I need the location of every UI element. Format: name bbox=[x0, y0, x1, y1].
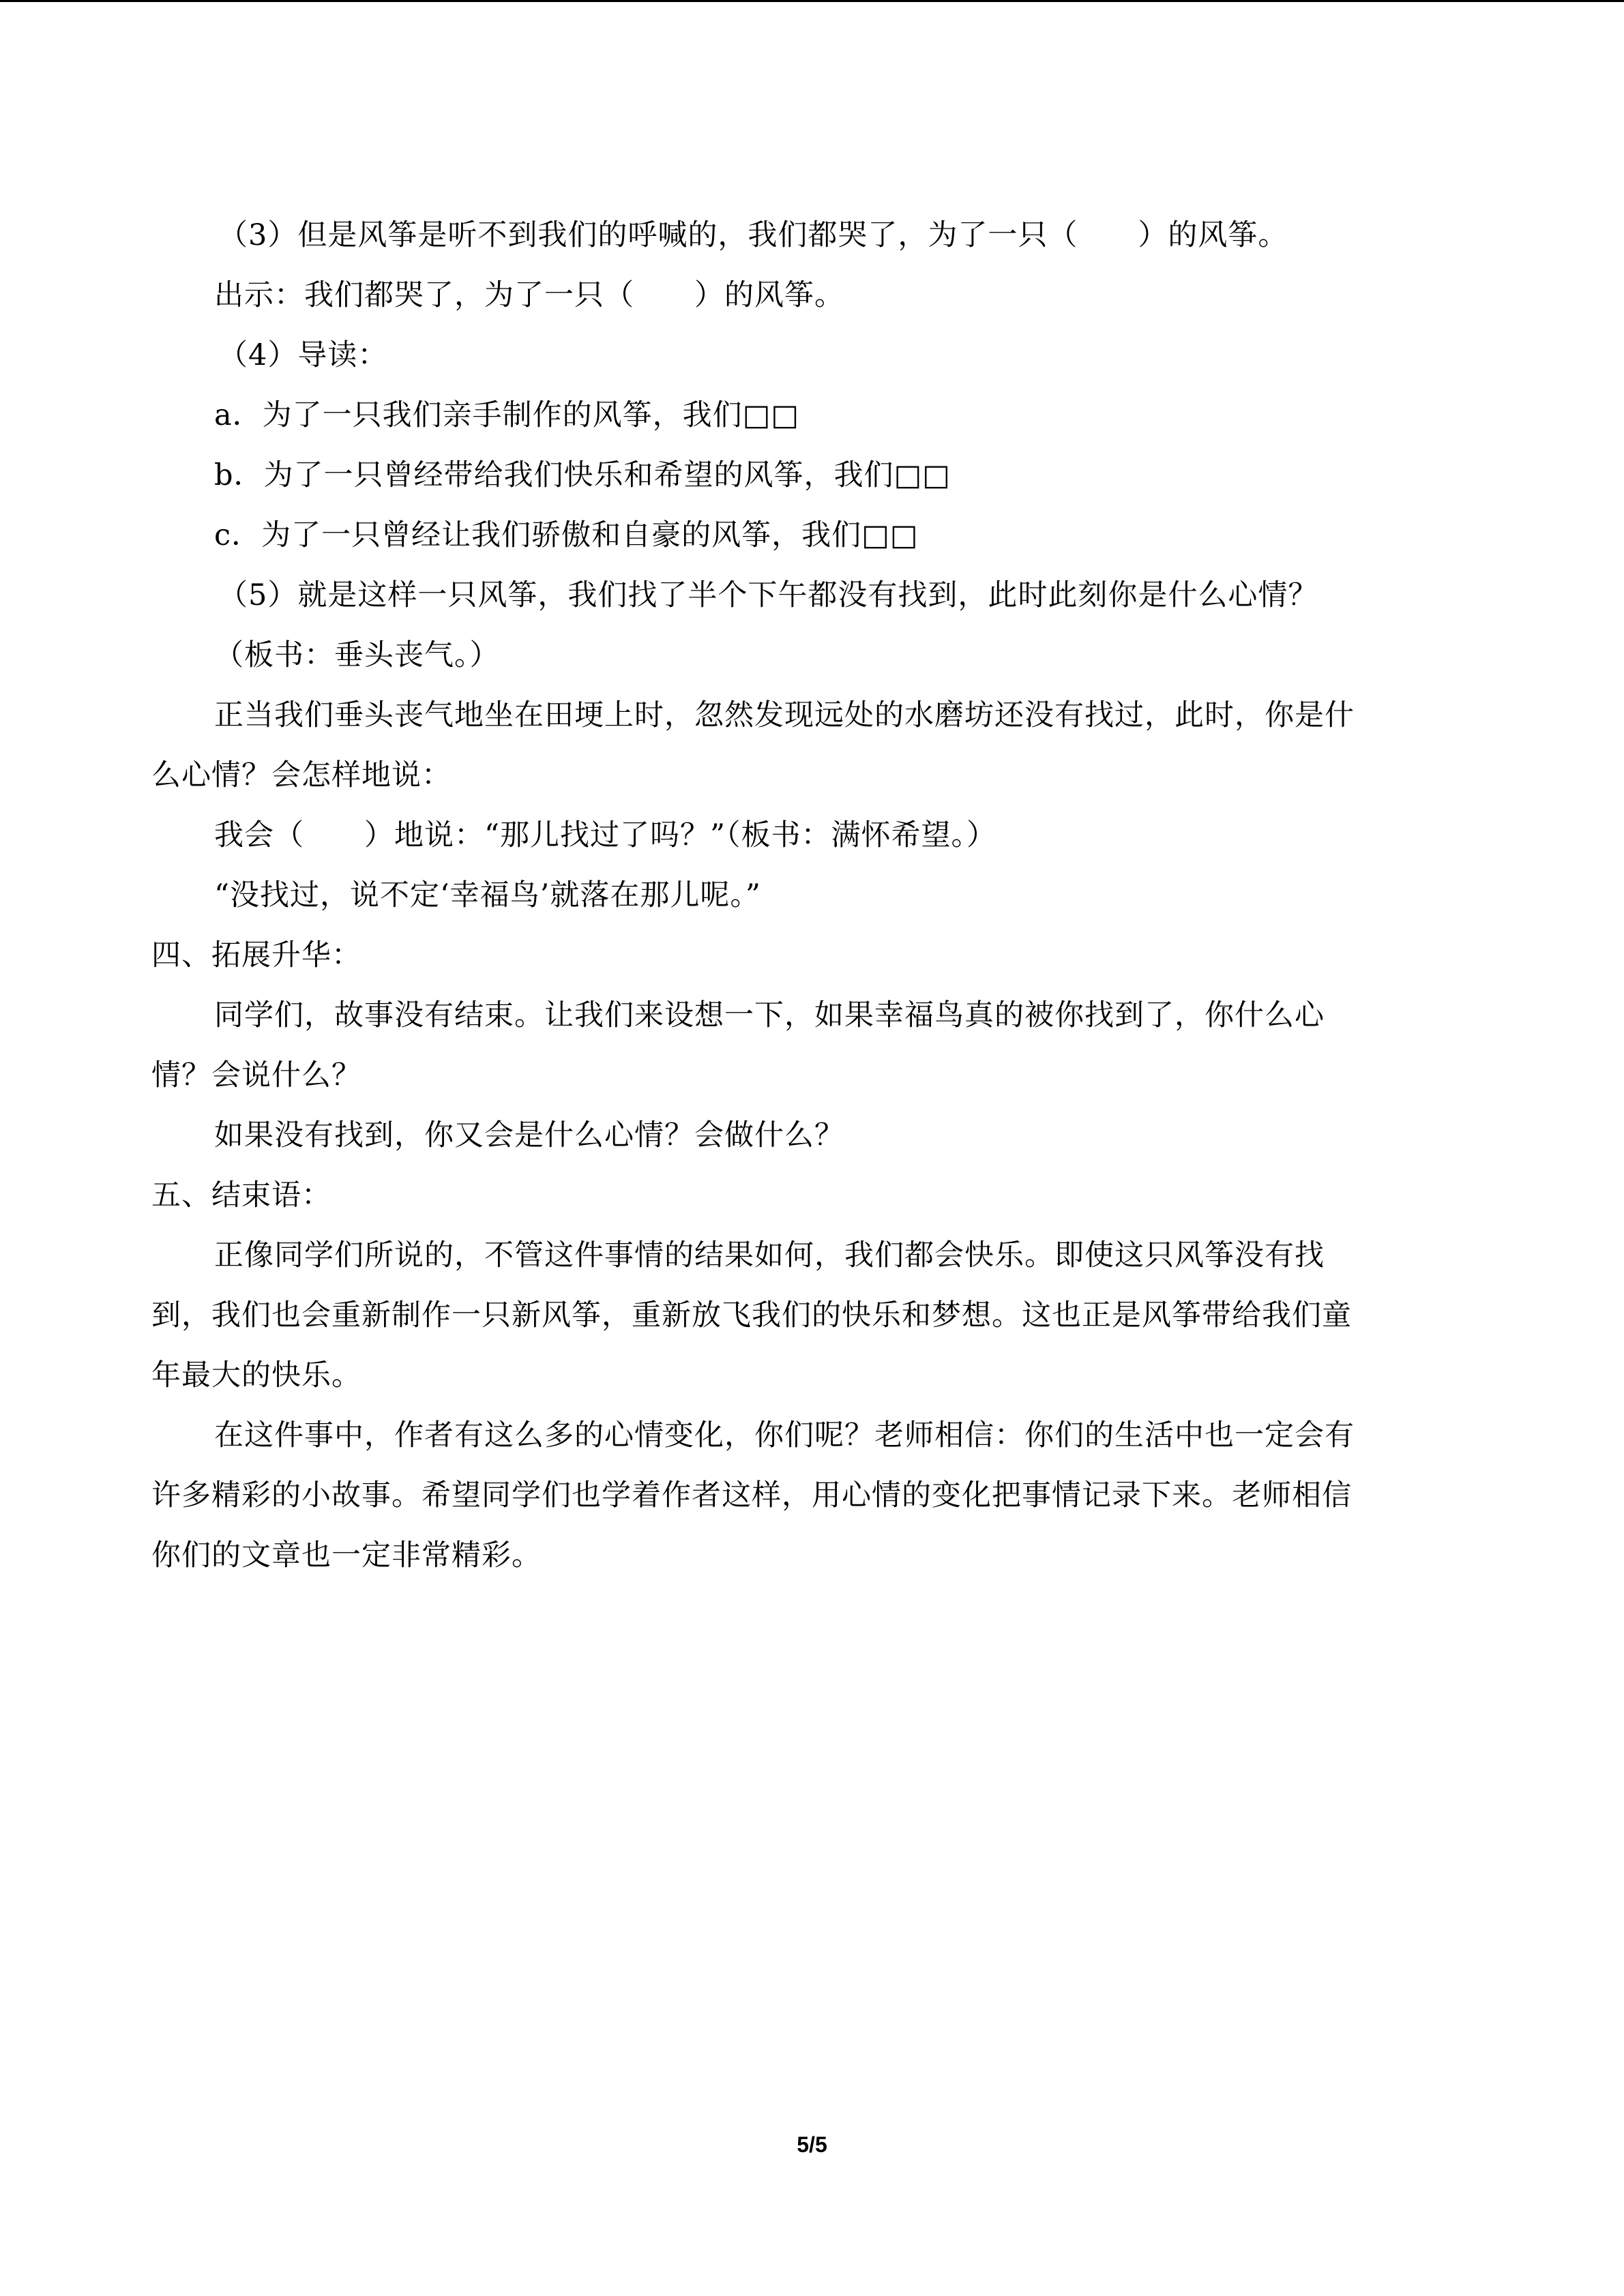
paragraph-line: 年最大的快乐。 bbox=[151, 1358, 361, 1392]
section-heading: 五、结束语： bbox=[151, 1178, 331, 1212]
paragraph-line: a．为了一只我们亲手制作的风筝，我们□□ bbox=[214, 398, 799, 432]
paragraph-line: 正像同学们所说的，不管这件事情的结果如何，我们都会快乐。即使这只风筝没有找 bbox=[214, 1238, 1325, 1272]
top-border-line bbox=[0, 0, 1624, 2]
paragraph-line: 如果没有找到，你又会是什么心情？会做什么？ bbox=[214, 1118, 844, 1152]
paragraph-line: 么心情？会怎样地说： bbox=[151, 758, 452, 792]
paragraph-line: 出示：我们都哭了，为了一只（ ）的风筝。 bbox=[214, 278, 844, 312]
paragraph-line: c．为了一只曾经让我们骄傲和自豪的风筝，我们□□ bbox=[214, 518, 919, 552]
page-number: 5/5 bbox=[797, 2132, 827, 2157]
paragraph-line: （板书：垂头丧气。） bbox=[214, 638, 500, 672]
paragraph-line: 在这件事中，作者有这么多的心情变化，你们呢？老师相信：你们的生活中也一定会有 bbox=[214, 1418, 1355, 1452]
paragraph-line: 许多精彩的小故事。希望同学们也学着作者这样，用心情的变化把事情记录下来。老师相信 bbox=[151, 1478, 1352, 1512]
paragraph-line: 到，我们也会重新制作一只新风筝，重新放飞我们的快乐和梦想。这也正是风筝带给我们童 bbox=[151, 1298, 1352, 1332]
paragraph-line: 我会（ ）地说：“那儿找过了吗？”（板书：满怀希望。） bbox=[214, 818, 996, 852]
paragraph-line: 情？会说什么？ bbox=[151, 1058, 361, 1092]
paragraph-line: （4）导读： bbox=[218, 338, 388, 372]
paragraph-line: 正当我们垂头丧气地坐在田埂上时，忽然发现远处的水磨坊还没有找过，此时，你是什 bbox=[214, 698, 1355, 732]
paragraph-line: （5）就是这样一只风筝，我们找了半个下午都没有找到，此时此刻你是什么心情？ bbox=[218, 578, 1318, 612]
paragraph-line: “没找过，说不定‘幸福鸟’就落在那儿呢。” bbox=[214, 878, 761, 912]
paragraph-line: b．为了一只曾经带给我们快乐和希望的风筝，我们□□ bbox=[214, 458, 951, 492]
paragraph-line: 同学们，故事没有结束。让我们来设想一下，如果幸福鸟真的被你找到了，你什么心 bbox=[214, 998, 1325, 1032]
paragraph-line: （3）但是风筝是听不到我们的呼喊的，我们都哭了，为了一只（ ）的风筝。 bbox=[218, 218, 1288, 252]
paragraph-line: 你们的文章也一定非常精彩。 bbox=[151, 1538, 542, 1572]
section-heading: 四、拓展升华： bbox=[151, 938, 361, 972]
